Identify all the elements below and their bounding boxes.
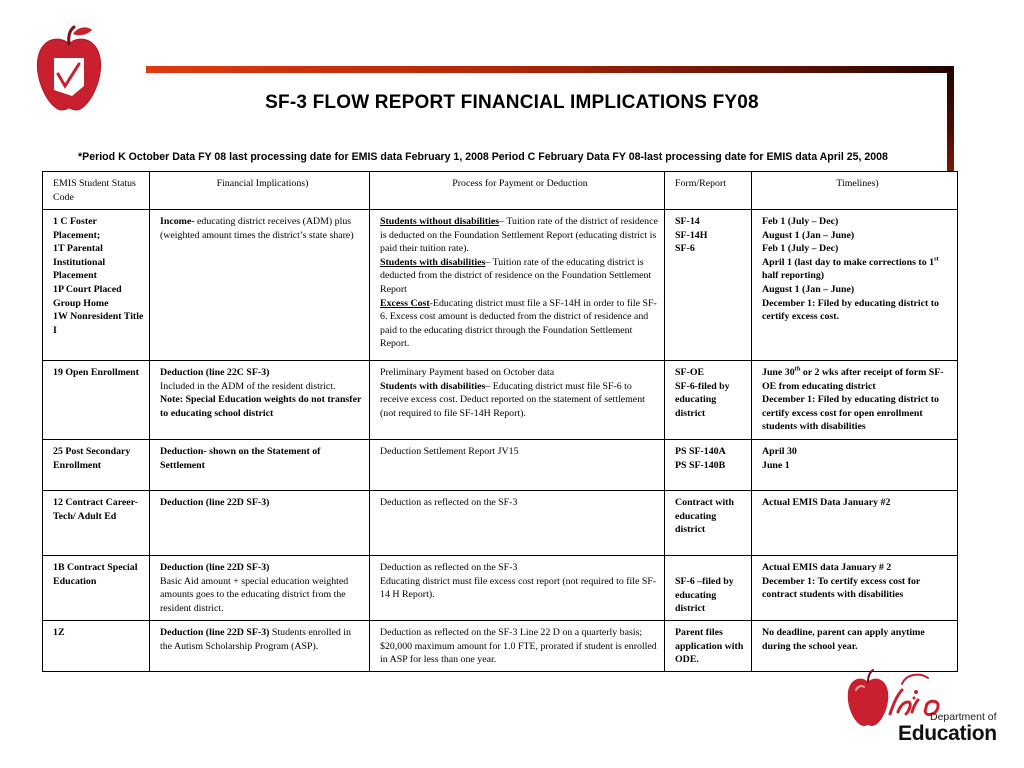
financial-cell: Deduction (line 22C SF-3) Included in the ADM of the resident district. Note: Special Education weights do not transfer to educating school district <box>150 361 370 440</box>
process-cell: Students without disabilities– Tuition rate of the district of residence is deducted on the Foundation Settlement Report (educating district is paid their tuition rate). Students with disabilities– Tuition rate of the educating district is deducted from the district of residence on the Foundation Settlement Report Excess Cost-Educating district must file a SF-14H in order to file SF-6. Excess cost amount is deducted from the district of residence and paid to the educating district through the Foundation Settlement Report. <box>370 210 665 361</box>
table-row <box>43 440 958 491</box>
table-row <box>43 556 958 621</box>
status-cell: 1Z <box>43 621 150 672</box>
status-cell: 19 Open Enrollment <box>43 361 150 440</box>
process-cell: Deduction as reflected on the SF-3 Line 22 D on a quarterly basis; $20,000 maximum amount for 1.0 FTE, prorated if student is enrolled in ASP for less than one year. <box>370 621 665 672</box>
logo-department-text: Department of <box>930 711 997 723</box>
timelines-cell: Actual EMIS Data January #2 <box>752 491 958 556</box>
logo-education-text: Education <box>898 722 997 745</box>
form-cell: SF-6 –filed by educating district <box>665 556 752 621</box>
timelines-cell: June 30th or 2 wks after receipt of form SF-OE from educating district December 1: Filed by educating district to certify excess cost for open enrollment students with disabilities <box>752 361 958 440</box>
timelines-cell: April 30 June 1 <box>752 440 958 491</box>
timelines-cell: Actual EMIS data January # 2 December 1: To certify excess cost for contract students with disabilities <box>752 556 958 621</box>
status-cell: 1 C Foster Placement; 1T Parental Institutional Placement 1P Court Placed Group Home 1W Nonresident Title I <box>43 210 150 361</box>
header-financial-implications: Financial Implications) <box>150 172 370 210</box>
timelines-cell: No deadline, parent can apply anytime during the school year. <box>752 621 958 672</box>
flow-report-table <box>42 171 958 672</box>
page-subtitle: *Period K October Data FY 08 last processing date for EMIS data February 1, 2008 Period C February Data FY 08-last processing date for EMIS data April 25, 2008 <box>78 151 888 163</box>
status-cell: 12 Contract Career-Tech/ Adult Ed <box>43 491 150 556</box>
header-process: Process for Payment or Deduction <box>370 172 665 210</box>
page-title: SF-3 FLOW REPORT FINANCIAL IMPLICATIONS FY08 <box>265 92 759 113</box>
process-cell: Deduction as reflected on the SF-3 <box>370 491 665 556</box>
financial-cell: Deduction (line 22D SF-3) Students enrolled in the Autism Scholarship Program (ASP). <box>150 621 370 672</box>
timelines-cell: Feb 1 (July – Dec) August 1 (Jan – June) Feb 1 (July – Dec) April 1 (last day to make corrections to 1st half reporting) August 1 (Jan – June) December 1: Filed by educating district to certify excess cost. <box>752 210 958 361</box>
table-row <box>43 361 958 440</box>
status-cell: 1B Contract Special Education <box>43 556 150 621</box>
form-cell: SF-14 SF-14H SF-6 <box>665 210 752 361</box>
form-cell: PS SF-140A PS SF-140B <box>665 440 752 491</box>
header-form-report: Form/Report <box>665 172 752 210</box>
header-status-code: EMIS Student Status Code <box>43 172 150 210</box>
financial-cell: Deduction- shown on the Statement of Settlement <box>150 440 370 491</box>
table-header-row <box>43 172 958 210</box>
form-cell: Parent files application with ODE. <box>665 621 752 672</box>
form-cell: Contract with educating district <box>665 491 752 556</box>
process-cell: Deduction Settlement Report JV15 <box>370 440 665 491</box>
financial-cell: Income- educating district receives (ADM) plus (weighted amount times the district’s state share) <box>150 210 370 361</box>
status-cell: 25 Post Secondary Enrollment <box>43 440 150 491</box>
process-cell: Deduction as reflected on the SF-3 Educating district must file excess cost report (not required to file SF-14 H Report). <box>370 556 665 621</box>
form-cell: SF-OE SF-6-filed by educating district <box>665 361 752 440</box>
header-accent-bar <box>146 66 954 73</box>
process-cell: Preliminary Payment based on October data Students with disabilities– Educating district must file SF-6 to receive excess cost. Deduct reported on the statement of settlement (not required to file SF-14H Report). <box>370 361 665 440</box>
table-row <box>43 210 958 361</box>
financial-cell: Deduction (line 22D SF-3) <box>150 491 370 556</box>
header-timelines: Timelines) <box>752 172 958 210</box>
table-row <box>43 621 958 672</box>
table-row <box>43 491 958 556</box>
financial-cell: Deduction (line 22D SF-3) Basic Aid amount + special education weighted amounts goes to the educating district from the resident district. <box>150 556 370 621</box>
